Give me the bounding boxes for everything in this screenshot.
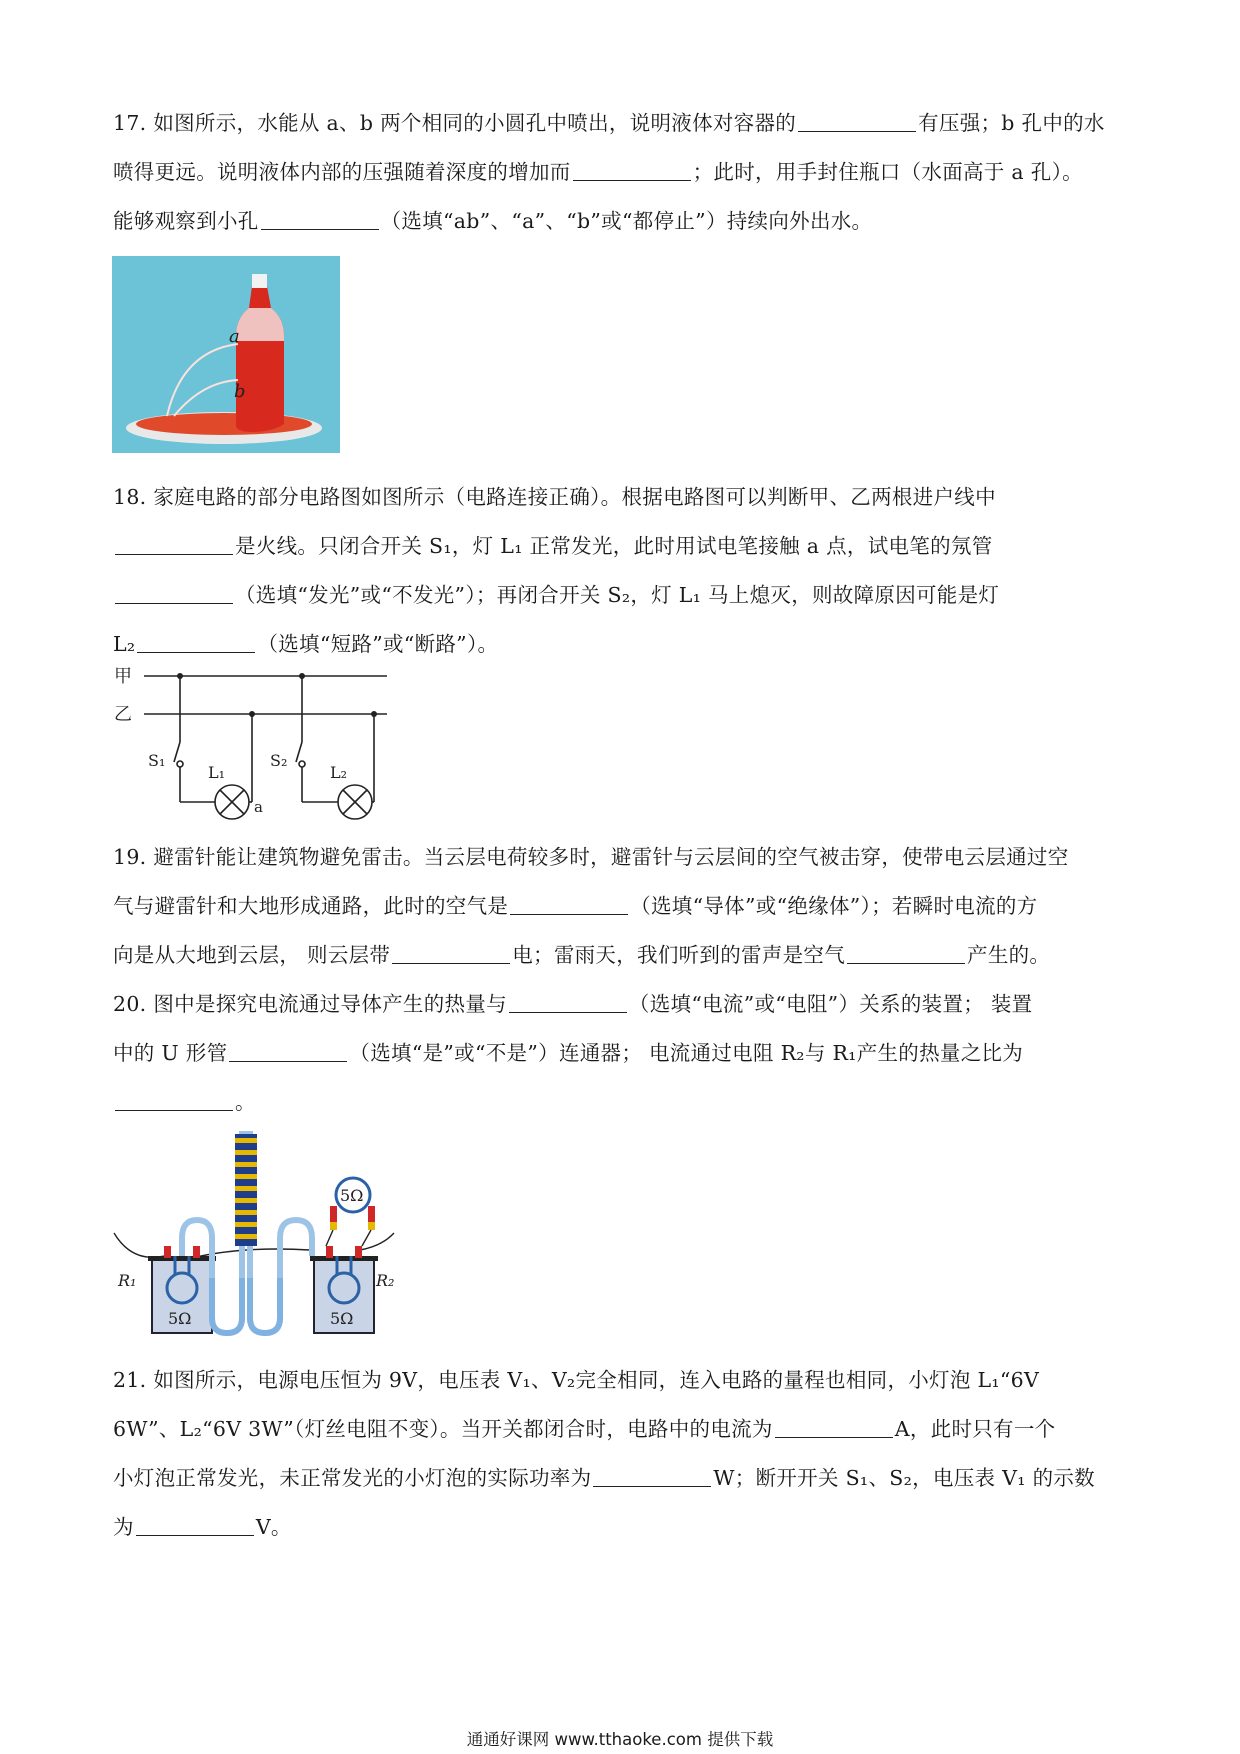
q19-blank-3[interactable] — [847, 943, 965, 964]
q18-blank-1[interactable] — [115, 534, 233, 555]
r2-label: R₂ — [376, 1271, 395, 1290]
q17-line-1: 17. 如图所示，水能从 a、b 两个相同的小圆孔中喷出，说明液体对容器的 有压强；b 孔中的水 — [113, 111, 1105, 135]
wire-jia-label: 甲 — [114, 666, 132, 687]
q20-line-1: 20. 图中是探究电流通过导体产生的热量与 （选填“电流”或“电阻”）关系的装置； 装置 — [113, 992, 1033, 1016]
q21-line-3: 小灯泡正常发光，未正常发光的小灯泡的实际功率为 W；断开开关 S₁、S₂，电压表 V₁ 的示数 — [113, 1466, 1095, 1490]
hole-a-label: a — [229, 326, 240, 347]
bottle-photo — [112, 256, 340, 453]
left-resistor-value: 5Ω — [168, 1309, 192, 1328]
lamp-l2-label: L₂ — [330, 763, 348, 782]
q20-blank-1[interactable] — [509, 992, 627, 1013]
point-a-label: a — [254, 798, 263, 816]
q19-line-2: 气与避雷针和大地形成通路，此时的空气是 （选填“导体”或“绝缘体”）；若瞬时电流的方 — [113, 894, 1038, 918]
joule-heating-apparatus — [112, 1128, 412, 1340]
q18-line-3: （选填“发光”或“不发光”）；再闭合开关 S₂，灯 L₁ 马上熄灭，则故障原因可能是灯 — [113, 578, 999, 608]
circuit-diagram — [112, 662, 402, 827]
q20-line-2: 中的 U 形管 （选填“是”或“不是”）连通器； 电流通过电阻 R₂与 R₁产生的热量之比为 — [113, 1041, 1024, 1065]
q18-line-4: L₂ （选填“短路”或“断路”）。 — [113, 632, 499, 656]
q20-blank-2[interactable] — [229, 1041, 347, 1062]
q18-line-1: 18. 家庭电路的部分电路图如图所示（电路连接正确）。根据电路图可以判断甲、乙两根进户线中 — [113, 485, 996, 509]
wire-yi-label: 乙 — [114, 704, 132, 725]
hole-b-label: b — [234, 381, 246, 402]
page-footer: 通通好课网 www.tthaoke.com 提供下载 — [466, 1730, 774, 1749]
q18-blank-2[interactable] — [115, 583, 233, 604]
q17-blank-1[interactable] — [798, 111, 916, 132]
lamp-l1-label: L₁ — [208, 763, 226, 782]
q21-line-1: 21. 如图所示，电源电压恒为 9V，电压表 V₁、V₂完全相同，连入电路的量程也相同，小灯泡 L₁“6V — [113, 1368, 1040, 1392]
q21-blank-1[interactable] — [775, 1417, 893, 1438]
q21-blank-2[interactable] — [593, 1466, 711, 1487]
q21-line-2: 6W”、L₂“6V 3W”（灯丝电阻不变）。当开关都闭合时，电路中的电流为 A，此时只有一个 — [113, 1417, 1056, 1441]
q18-line-2: 是火线。只闭合开关 S₁，灯 L₁ 正常发光，此时用试电笔接触 a 点，试电笔的氖管 — [113, 529, 993, 559]
q19-blank-2[interactable] — [392, 943, 510, 964]
r1-label: R₁ — [118, 1271, 137, 1290]
q21-line-4: 为 V。 — [113, 1515, 292, 1539]
switch-s1-label: S₁ — [148, 751, 166, 770]
q19-blank-1[interactable] — [510, 894, 628, 915]
q20-line-3: 。 — [113, 1085, 256, 1115]
top-resistor-value: 5Ω — [340, 1186, 364, 1205]
q19-line-1: 19. 避雷针能让建筑物避免雷击。当云层电荷较多时，避雷针与云层间的空气被击穿，使带电云层通过空 — [113, 845, 1069, 869]
q17-blank-2[interactable] — [573, 160, 691, 181]
q17-blank-3[interactable] — [261, 209, 379, 230]
q21-blank-3[interactable] — [136, 1515, 254, 1536]
q19-line-3: 向是从大地到云层， 则云层带 电；雷雨天，我们听到的雷声是空气 产生的。 — [113, 943, 1051, 967]
switch-s2-label: S₂ — [270, 751, 288, 770]
q18-blank-3[interactable] — [137, 632, 255, 653]
q20-blank-3[interactable] — [115, 1090, 233, 1111]
right-resistor-value: 5Ω — [330, 1309, 354, 1328]
q17-line-2: 喷得更远。说明液体内部的压强随着深度的增加而 ；此时，用手封住瓶口（水面高于 a 孔）。 — [113, 160, 1083, 184]
q17-line-3: 能够观察到小孔 （选填“ab”、“a”、“b”或“都停止”）持续向外出水。 — [113, 209, 873, 233]
